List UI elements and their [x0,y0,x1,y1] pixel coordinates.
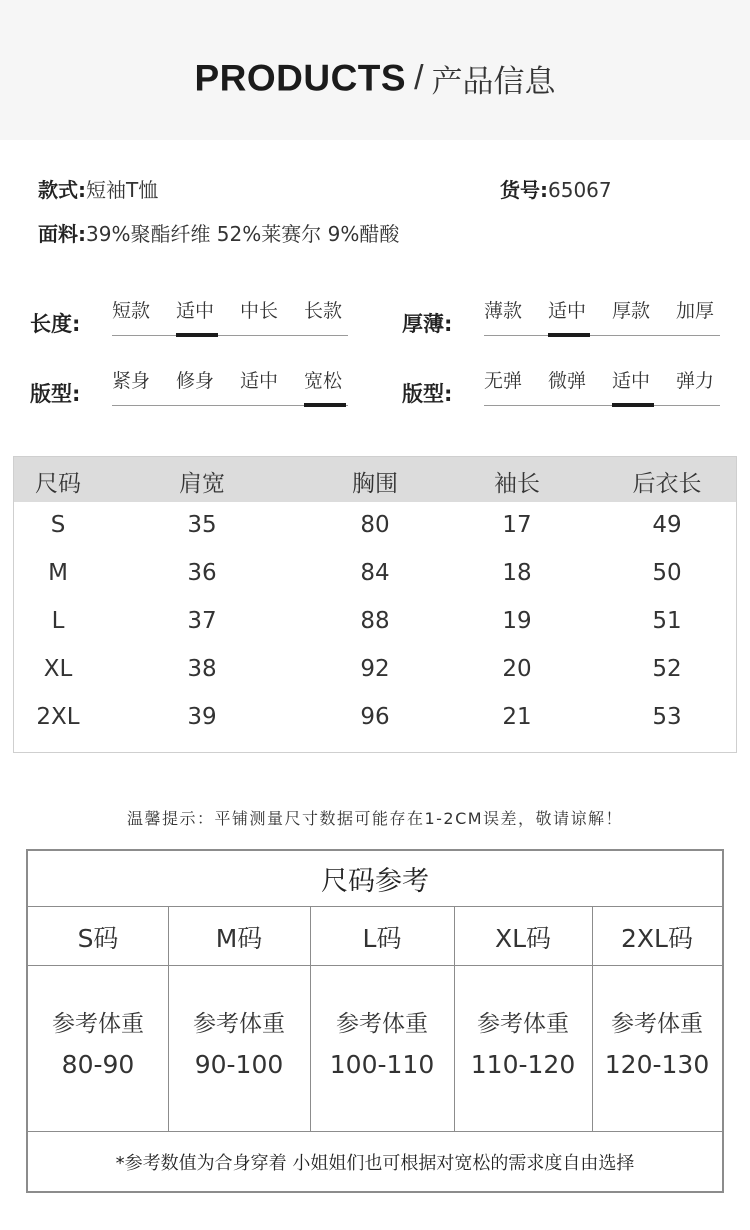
table-cell: 50 [652,560,682,586]
table-cell: 2XL [36,704,80,730]
reference-weight-label: 参考体重 [477,1011,569,1037]
fabric-label: 面料: [38,222,86,246]
reference-size: S码 [77,924,119,953]
table-cell: 18 [502,560,532,586]
fit-label: 版型: [30,382,81,406]
table-cell: 84 [360,560,390,586]
header-banner [0,0,750,140]
fit-scale [112,366,348,406]
thickness-label: 厚薄: [402,312,453,336]
table-cell: M [48,560,68,586]
length-option: 短款 [112,300,151,322]
table-cell: 37 [187,608,217,634]
reference-weight-range: 90-100 [194,1050,284,1079]
thickness-option: 厚款 [612,300,651,322]
table-cell: 52 [652,656,682,682]
fabric-info [38,218,399,247]
reference-weight-range: 110-120 [470,1050,576,1079]
reference-size: XL码 [494,924,552,953]
elasticity-option: 适中 [612,370,651,392]
reference-title: 尺码参考 [321,866,429,897]
divider [28,906,722,907]
table-cell: 92 [360,656,390,682]
style-label: 款式: [38,178,86,202]
header-shoulder: 肩宽 [179,471,225,497]
table-cell: 88 [360,608,390,634]
table-cell: 51 [652,608,682,634]
header-back-length: 后衣长 [632,471,702,497]
elasticity-scale [484,366,720,406]
table-cell: 17 [502,512,532,538]
reference-weight-range: 80-90 [61,1050,135,1079]
header-sleeve: 袖长 [494,471,540,497]
table-cell: 53 [652,704,682,730]
elasticity-label: 版型: [402,382,453,406]
divider [28,965,722,966]
reference-size: M码 [215,924,263,953]
thickness-scale [484,296,720,336]
style-value: 短袖T恤 [86,178,159,202]
reference-weight-range: 120-130 [604,1050,710,1079]
table-cell: 49 [652,512,682,538]
item-number-label: 货号: [500,178,548,202]
reference-size: L码 [362,924,402,953]
elasticity-option: 微弹 [548,370,587,392]
reference-weight-label: 参考体重 [52,1011,144,1037]
style-info [38,174,158,203]
table-cell: 96 [360,704,390,730]
fit-option: 修身 [176,370,215,392]
reference-weight-label: 参考体重 [193,1011,285,1037]
length-option: 中长 [240,300,279,322]
thickness-option: 薄款 [484,300,523,322]
elasticity-selected-marker [612,403,654,407]
header-size: 尺码 [35,471,81,497]
elasticity-option: 无弹 [484,370,523,392]
title-separator: / [414,59,424,97]
reference-weight-label: 参考体重 [611,1011,703,1037]
fabric-value: 39%聚酯纤维 52%莱赛尔 9%醋酸 [86,222,400,246]
size-table [13,456,737,753]
table-cell: 36 [187,560,217,586]
length-label: 长度: [30,312,81,336]
thickness-option: 适中 [548,300,587,322]
length-option: 适中 [176,300,215,322]
elasticity-option: 弹力 [676,370,715,392]
title-chinese: 产品信息 [431,64,556,100]
table-cell: 19 [502,608,532,634]
reference-footnote: *参考数值为合身穿着 小姐姐们也可根据对宽松的需求度自由选择 [115,1153,635,1174]
item-number-value: 65067 [548,178,612,202]
header-chest: 胸围 [352,471,398,497]
reference-size: 2XL码 [621,924,693,953]
length-scale [112,296,348,336]
length-selected-marker [176,333,218,337]
table-cell: XL [43,656,73,682]
length-option: 长款 [304,300,343,322]
table-cell: 20 [502,656,532,682]
size-table-header [14,457,736,502]
title-english: PRODUCTS [194,57,407,99]
fit-option: 宽松 [304,370,343,392]
reference-weight-label: 参考体重 [336,1011,428,1037]
table-cell: 38 [187,656,217,682]
thickness-selected-marker [548,333,590,337]
measurement-note: 温馨提示：平铺测量尺寸数据可能存在1-2CM误差，敬请谅解！ [126,809,624,828]
table-cell: L [51,608,65,634]
item-number-info [500,174,612,203]
page-title [0,56,750,101]
fit-option: 紧身 [112,370,151,392]
table-cell: 21 [502,704,532,730]
size-reference-box [26,849,724,1193]
reference-weight-range: 100-110 [329,1050,435,1079]
table-cell: S [50,512,66,538]
fit-option: 适中 [240,370,279,392]
table-cell: 80 [360,512,390,538]
table-cell: 35 [187,512,217,538]
fit-selected-marker [304,403,346,407]
divider [28,1131,722,1132]
thickness-option: 加厚 [676,300,715,322]
table-cell: 39 [187,704,217,730]
